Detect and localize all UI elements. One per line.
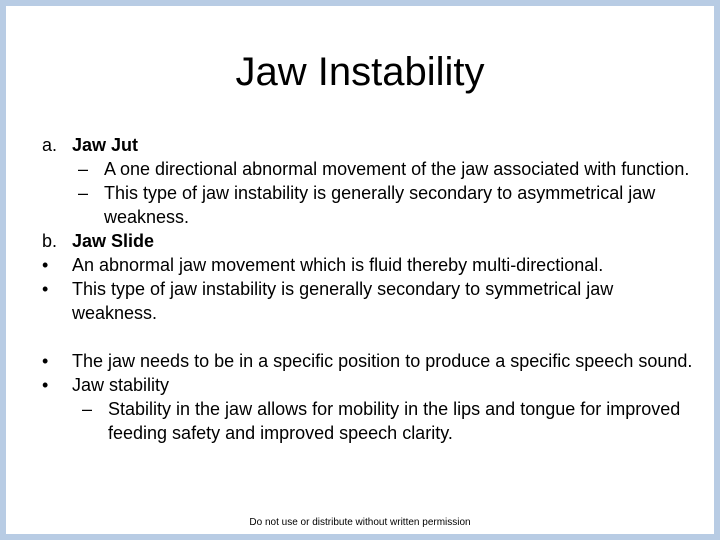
list-marker: – [82, 399, 93, 419]
list-marker: • [42, 279, 49, 299]
list-item-text: Jaw Slide [72, 231, 155, 251]
spacer [42, 325, 702, 349]
list-item-text: The jaw needs to be in a specific position to produce a specific speech sound. [72, 351, 693, 371]
slide-title: Jaw Instability [235, 50, 485, 94]
list-item-text: This type of jaw instability is generally secondary to asymmetrical jaw weakness. [104, 183, 656, 227]
list-item [42, 253, 702, 277]
list-item [42, 133, 702, 157]
list-item [42, 397, 702, 445]
list-item [42, 229, 702, 253]
list-marker: – [78, 183, 89, 203]
list-item [42, 373, 702, 397]
list-item [42, 277, 702, 325]
list-item-text: This type of jaw instability is generally secondary to symmetrical jaw weakness. [72, 279, 614, 323]
list-item [42, 157, 702, 181]
slide-body [42, 133, 702, 445]
list-item-text: Jaw Jut [72, 135, 139, 155]
footer-note: Do not use or distribute without written permission [249, 517, 471, 528]
list-item [42, 181, 702, 229]
list-item-text: Jaw stability [72, 375, 170, 395]
list-item [42, 349, 702, 373]
list-item-text: An abnormal jaw movement which is fluid thereby multi-directional. [72, 255, 604, 275]
list-marker: – [78, 159, 89, 179]
list-marker: a. [42, 135, 58, 155]
list-marker: • [42, 375, 49, 395]
list-marker: • [42, 255, 49, 275]
list-item-text: A one directional abnormal movement of the jaw associated with function. [104, 159, 690, 179]
list-item-text: Stability in the jaw allows for mobility in the lips and tongue for improved feeding safety and improved speech clarity. [108, 399, 681, 443]
list-marker: • [42, 351, 49, 371]
list-marker: b. [42, 231, 58, 251]
